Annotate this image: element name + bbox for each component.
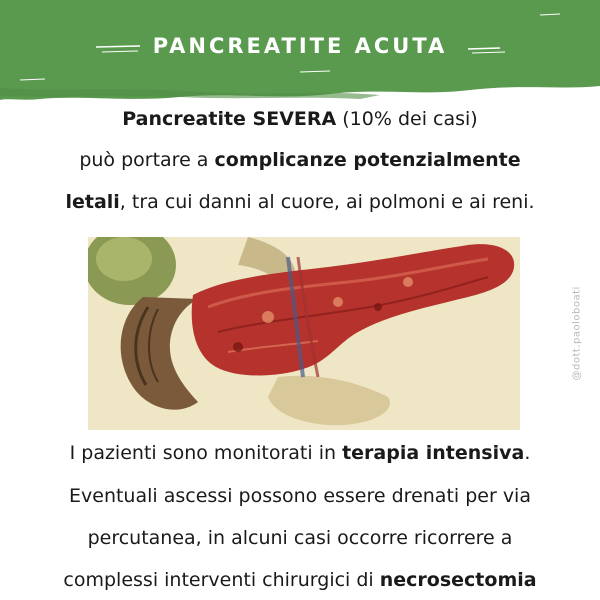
intro-line-3-bold: letali — [65, 191, 120, 213]
intro-line-1 — [0, 110, 600, 129]
intro-line-2-text: può portare a — [79, 149, 215, 171]
body-line-4-text: complessi interventi chirurgici di — [63, 569, 380, 591]
severity-label: Pancreatite SEVERA — [122, 108, 337, 130]
body-line-3: percutanea, in alcuni casi occorre ricorrere a — [87, 527, 513, 549]
page-title: PANCREATITE ACUTA — [152, 34, 448, 58]
necrosectomy-label: necrosectomia — [379, 569, 537, 591]
watermark-handle: @dott.paoloboati — [571, 286, 583, 381]
intro-line-2-bold: complicanze potenzialmente — [214, 149, 521, 171]
intro-line-1-text: (10% dei casi) — [336, 108, 478, 130]
intro-line-3-text: , tra cui danni al cuore, ai polmoni e ai reni. — [119, 191, 535, 213]
header-banner — [0, 0, 600, 104]
body-line-1-period: . — [524, 442, 531, 464]
body-line-1 — [0, 444, 600, 463]
body-line-1-text: I pazienti sono monitorati in — [69, 442, 343, 464]
body-line-2: Eventuali ascessi possono essere drenati per via — [69, 485, 531, 507]
intro-line-2 — [0, 151, 600, 170]
pancreas-anatomy-illustration — [88, 237, 520, 430]
intro-line-3 — [0, 193, 600, 212]
body-line-4 — [0, 571, 600, 590]
intensive-care-label: terapia intensiva — [342, 442, 525, 464]
